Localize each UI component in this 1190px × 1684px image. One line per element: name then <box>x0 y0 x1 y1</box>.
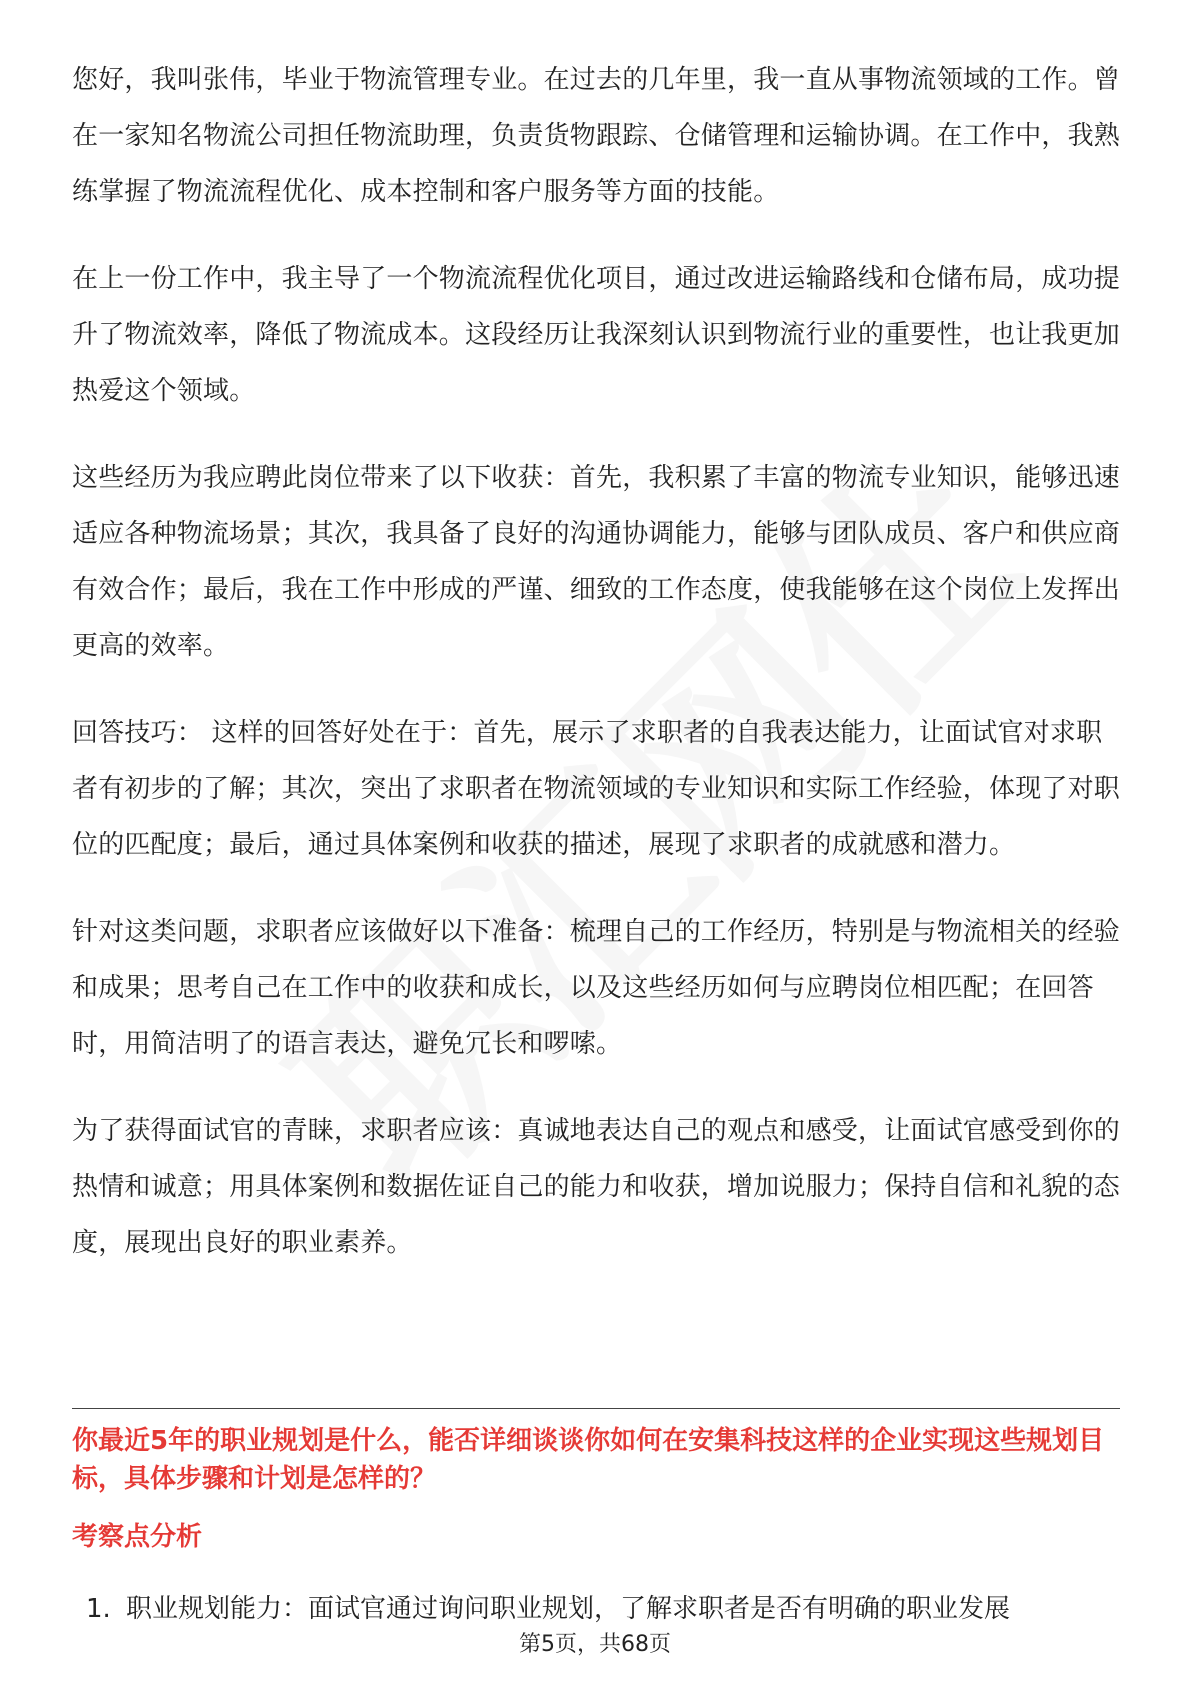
interview-question: 你最近5年的职业规划是什么，能否详细谈谈你如何在安集科技这样的企业实现这些规划目标，具体步骤和计划是怎样的？ <box>72 1426 1105 1494</box>
paragraph-gains: 这些经历为我应聘此岗位带来了以下收获：首先，我积累了丰富的物流专业知识，能够迅速适应各种物流场景；其次，我具备了良好的沟通协调能力，能够与团队成员、客户和供应商有效合作；最后，我在工作中形成的严谨、细致的工作态度，使我能够在这个岗位上发挥出更高的效率。 <box>72 463 1121 661</box>
section-title: 考察点分析 <box>72 1522 203 1552</box>
document-body <box>72 52 1120 1302</box>
section-divider <box>72 1408 1120 1409</box>
paragraph-preparation: 针对这类问题，求职者应该做好以下准备：梳理自己的工作经历，特别是与物流相关的经验和成果；思考自己在工作中的收获和成长，以及这些经历如何与应聘岗位相匹配；在回答时，用简洁明了的语言表达，避免冗长和啰嗦。 <box>72 917 1121 1059</box>
page-number: 第5页，共68页 <box>519 1632 671 1657</box>
paragraph-impression: 为了获得面试官的青睐，求职者应该：真诚地表达自己的观点和感受，让面试官感受到你的热情和诚意；用具体案例和数据佐证自己的能力和收获，增加说服力；保持自信和礼貌的态度，展现出良好的职业素养。 <box>72 1116 1121 1258</box>
paragraph-project: 在上一份工作中，我主导了一个物流流程优化项目，通过改进运输路线和仓储布局，成功提升了物流效率，降低了物流成本。这段经历让我深刻认识到物流行业的重要性，也让我更加热爱这个领域。 <box>72 264 1121 406</box>
paragraph-tips: 回答技巧： 这样的回答好处在于：首先，展示了求职者的自我表达能力，让面试官对求职者有初步的了解；其次，突出了求职者在物流领域的专业知识和实际工作经验，体现了对职位的匹配度；最后，通过具体案例和收获的描述，展现了求职者的成就感和潜力。 <box>72 718 1121 860</box>
list-item-text: 职业规划能力：面试官通过询问职业规划，了解求职者是否有明确的职业发展 <box>126 1594 1011 1624</box>
list-item-number: 1. <box>86 1594 111 1624</box>
list-item <box>86 1590 1120 1628</box>
paragraph-intro: 您好，我叫张伟，毕业于物流管理专业。在过去的几年里，我一直从事物流领域的工作。曾在一家知名物流公司担任物流助理，负责货物跟踪、仓储管理和运输协调。在工作中，我熟练掌握了物流流程优化、成本控制和客户服务等方面的技能。 <box>72 65 1121 207</box>
